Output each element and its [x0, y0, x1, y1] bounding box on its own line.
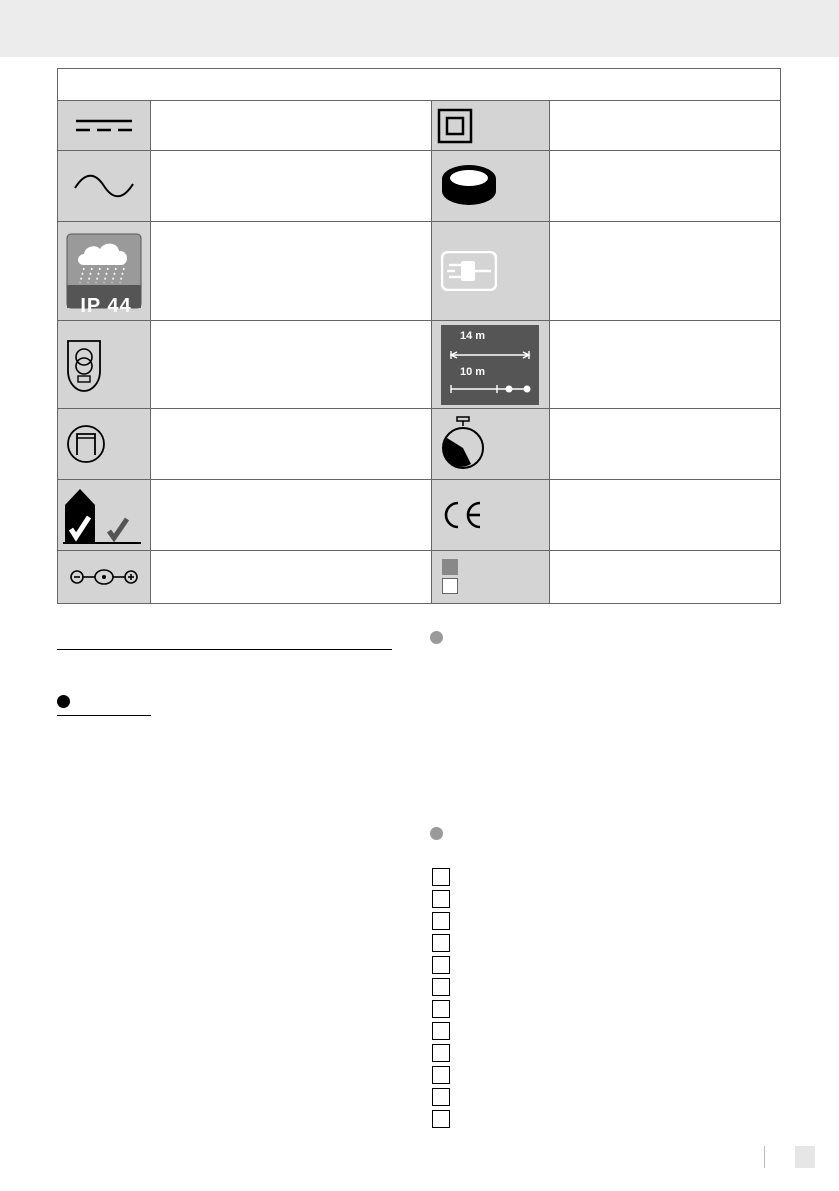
part-number-box [432, 1044, 450, 1062]
section-rule [57, 649, 392, 650]
symbol-cell [432, 551, 549, 603]
symbol-cell [58, 409, 150, 479]
cable-length-top: 14 m [460, 330, 486, 342]
safety-transformer-icon [66, 337, 102, 393]
row-divider [58, 320, 780, 321]
timer-stopwatch-icon [441, 416, 485, 472]
symbol-cell [58, 480, 150, 550]
section-bullet-grey [430, 827, 443, 840]
symbol-table [57, 68, 781, 604]
part-number-box [432, 1110, 450, 1128]
column-divider [549, 100, 550, 603]
page-number-box [795, 1146, 815, 1168]
section-bullet-black [57, 695, 70, 708]
part-number-box [432, 868, 450, 886]
symbol-cell [432, 409, 549, 479]
section-bullet-grey [430, 631, 443, 644]
ac-current-icon [73, 174, 135, 198]
symbol-cell [58, 321, 150, 408]
symbol-cell [58, 551, 150, 603]
part-number-box [432, 912, 450, 930]
column-divider [150, 100, 151, 603]
grey-white-squares-icon [441, 558, 459, 596]
ce-mark-icon [440, 500, 484, 530]
row-divider [58, 408, 780, 409]
symbol-cell [58, 151, 150, 221]
polarity-icon [69, 567, 139, 587]
protection-class-ii-icon [437, 108, 473, 144]
cable-length-bottom: 10 m [460, 366, 486, 378]
symbol-table-header [58, 69, 780, 101]
part-number-box [432, 1066, 450, 1084]
indoor-outdoor-use-icon [61, 485, 143, 545]
symbol-cell [58, 101, 150, 150]
row-divider [58, 479, 780, 480]
page-separator [764, 1146, 765, 1168]
part-number-box [432, 890, 450, 908]
dc-current-icon [74, 116, 134, 136]
part-number-box [432, 934, 450, 952]
ip-rating-label: IP 44 [80, 295, 132, 317]
part-number-box [432, 1000, 450, 1018]
symbol-cell [432, 480, 549, 550]
transformer-frame-icon [66, 424, 106, 464]
part-number-box [432, 1022, 450, 1040]
top-bar [0, 0, 839, 57]
row-divider [58, 221, 780, 222]
row-divider [58, 150, 780, 151]
subsection-underline [57, 715, 151, 716]
part-number-box [432, 978, 450, 996]
plug-connector-icon [441, 251, 497, 291]
button-cell-battery-icon [438, 161, 500, 211]
part-number-box [432, 956, 450, 974]
symbol-cell [432, 151, 549, 221]
symbol-cell [432, 222, 549, 320]
row-divider [58, 550, 780, 551]
part-number-box [432, 1088, 450, 1106]
symbol-cell [432, 101, 549, 150]
